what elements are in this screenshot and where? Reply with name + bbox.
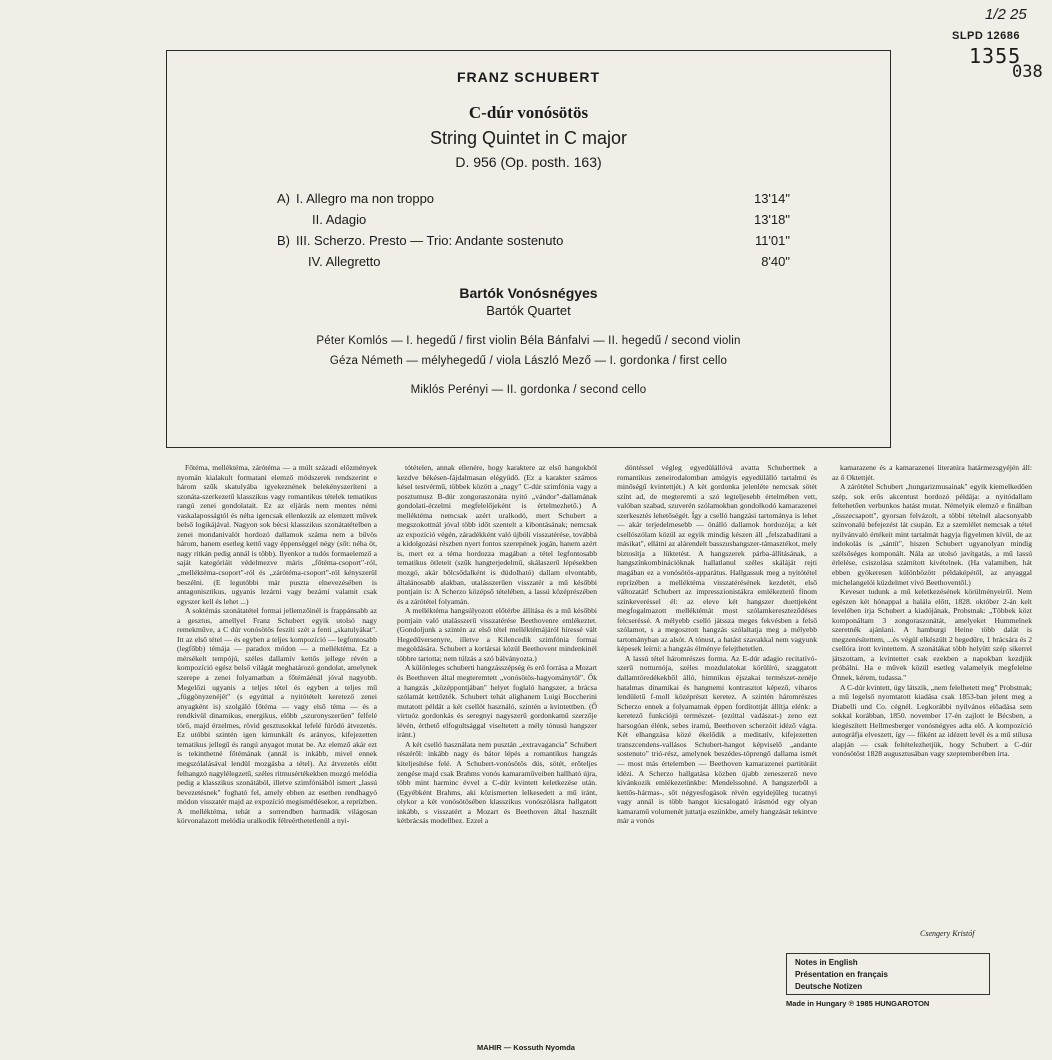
ensemble-name-english: Bartók Quartet [486,303,571,318]
handwritten-note: 1/2 25 [985,6,1027,23]
liner-column-2 [397,463,597,1033]
liner-paragraph: A melléktéma hangsúlyozott előtérbe állítása és a mű későbbi pontjain való utalásszerű visszatérése Beethovenre emlékeztet. (Gondoljunk a szintén az első tétel melléktémájáról híressé vált Hegedűversenyre, illetve a Kilencedik szimfónia formai megoldására. Schubert a kortársai közül Beethovent mindenkinél többre tartotta; nem túlzás a szó bálványozta.) [397,606,597,663]
track-side: B) [277,233,290,248]
liner-column-1 [177,463,377,1033]
liner-paragraph: döntéssel végleg egyedülállóvá avatta Schubertnek a romantikus zeneirodalomban amúgyis egyedülálló tartalmú és minőségű kvintettjét.) A két gordonka jelenléte nemcsak sötét színt ad, de megteremti a szó legteljesebb értelmében vett, valóban szabad, szuverén szólamokban gondolkodó kamarazenei szerkesztés lehetőségét. Így a cselló hangzási tartománya is lehet — akár terjedelmesebb — önálló dallamok hordozója; a két csellószólam közül az egyik mindig készen áll „felszabadítani a másikat", ellátni az alárendelt basszushangszer-támasztékot, mely biztosítja a lüktetést. A hangszerek párba-állításának, a hangszínkombinációknak hallatlanul széles skáláját rejti magában ez a vonósötös-apparátus. Hallgassuk meg a nyitótétel reprízében a melléktéma visszatérésének kezdetét, első változatát! Schubert az impresszionistákra emlékeztető finom színkeveréssel él: az eleve két hangszer duettjeként megfogalmazott melléktémát most szólamkereszteződéses felcseréssé. A mélyebb cselló játssza meges fekvésben a felső szólamot, s a megosztott hangzás szólaltatja meg a mélyebb tartományban az alsót. A tónust, a hatást szavakkal nem vagyunk képesek leírni: a hangzás élménye felejthetetlen. [617,463,817,654]
liner-paragraph: A zárótétel Schubert „hungarizmusainak" egyik kiemelkedően szép, sok erős akcentust hordozó példája: a nyitódallam feltehetően verbunkos hatást mutat. Némelyik elemző e finálban „összecsapott", gyorsan felvázolt, a többi tételnél alacsonyabb színvonalú befejezést lát csupán. Ez a szemlélet nemcsak a tétel nyilvánvaló értékeit mint tartalmát hagyja figyelmen kívül, de az indokolás is „sántít", hiszen Schubert ugyanolyan mindig szélsőséges komponált. Nála az utolsó javítgatás, a mű lassú érlelése, csiszolása számított kivételnek. (Ha valamiben, hát ebben gyökeresen különbözött példaképétől, az anyaggal michelangelói küzdelmet vívó Beethoventől.) [832,482,1032,587]
liner-column-3 [617,463,817,1033]
track-row [270,212,790,233]
language-notes-box [786,953,990,995]
liner-paragraph: Keveset tudunk a mű keletkezésének körülményeiről. Nem egészen két hónappal a halála előtt, 1828. október 2-án kelt levelében írja Schubert a kiadójának, Probstnak: „Többek közt komponáltam 3 zongoraszonátát, amelyeket Hummelnek szeretnék ajánlani. A hamburgi Heine több dalát is megzenésítettem, ...és végül elkészült 2 hegedűre, 1 brácsára és 2 csellóra írott kvintettem. A szonátákat több helyütt szép sikerrel játszottam, a kvintettet csak ezekben a napokban kezdjük próbálni. Ha e művek közül esetleg valamelyik megfelelne Önnek, kérem, tudassa." [832,587,1032,683]
performer-line: Péter Komlós — I. hegedű / first violin Béla Bánfalvi — II. hegedű / second violin [316,335,741,347]
deutsch-catalog-number: D. 956 (Op. posth. 163) [455,154,602,170]
track-row [270,233,790,254]
track-title: II. Adagio [312,212,367,227]
liner-paragraph: Főtéma, melléktéma, zárótéma — a múlt századi előzmények nyomán kialakult formatani elemző módszerek rendszerint e három szűk skatulyába igyekeznének belekényszeríteni a szonáta-szerkezetű klasszikus vagy romantikus tételek tematikus rangú zenei gondolatait. Ez az eljárás nem mentes némi vaskalaposságtól és néha igencsak ellenkezik az elemzett művek belső logikájával. Nagyon sok bécsi klasszikus szonátatételben a zenei mondanivalót hordozó dallamok száma nem a bűvös három, hanem esetleg kettő vagy éppenséggel négy (sőt: néha öt, nagy ritkán pedig annál is több). Ilyenkor a tudós formaelemző a saját kategóriáit védelmezve máris „főtéma-csoport"-ról, „melléktéma-csoport"-ról és „zárótéma-csoport"-ról kényszerül beszélni. (E legutóbbi már puszta elnevezésében is antagonisztikus, ugyanis lezárni vagy bezárni valamit csak egyszer kell és lehet ...) [177,463,377,606]
track-row [270,191,790,212]
liner-author: Csengery Kristóf [920,929,975,938]
liner-paragraph: A két cselló használata nem pusztán „extravagancia" Schubert részéről: inkább nagy és bátor lépés a romantikus hangzás kiteljesítése felé. A Schubert-vonósötös dús, sötét, erőteljes zengése majd csak Brahms vonós kamaraműveiben hallható újra, több mint harminc évvel a C-dúr kvintett keletkezése után. (Egyébként Brahms, aki közismerten lelkesedett a mű iránt, olykor a két vonósötösében klasszikus vonószólásra hallgatott inkább, s visszatért a Mozart és Beethoven által használt kétbrácsás modellhez. Ezzel a [397,739,597,826]
track-duration: 8'40" [761,254,790,269]
liner-column-4 [832,463,1032,923]
track-row [270,254,790,275]
track-side: A) [277,191,290,206]
track-title: IV. Allegretto [308,254,381,269]
composer-name: FRANZ SCHUBERT [456,69,601,85]
stamp-number: 1355 [969,44,1022,68]
track-duration: 13'18" [753,212,790,227]
liner-paragraph: A lassú tétel háromrészes forma. Az E-dúr adagio recitatívó-szerű notturnója, széles mozdulatokat körülíró, szaggatott dallamtöredékekből álló, himnikus éjszakai természet-zenéje hatalmas dinamikai és hangnemi kontrasztot képező, viharos lendületű f-moll középrészt keretez. A szintén háromrészes Scherzo ennek a folyamatnak éppen fordítottját állítja elénk: a keretező funkciójú természet- (ezúttal vadászat-) zeno ezt harsogóan élénk, sebes iramú, Beethoven scherzóit idéző vágta. Két elhangzása közé ékelődik a meditatív, kifejezetten transzcendens-vallásos Schubert-hangot képviselő „andante sostenuto" trió-rész, amelynek beszédes-töprengő dallama ismét — most más értelemben — Beethoven kamarazenei partitúráit idézi. A Scherzo hallgatása közben újabb zeneszerző neve kívánkozik emlékezetünkbe: Mendelssohné. A hangszerből a kettős-hármas-, sőt négyesfogások révén egyidejűleg tucatnyi vagy annál is több hangot kicsalogató írásmód egy olyan kamaramű volumenét juttatja eszünkbe, amely hangzását tekintve már a vonós [617,653,817,826]
catalog-number: SLPD 12686 [952,30,1020,42]
performer-line: Miklós Perényi — II. gordonka / second cello [410,384,647,396]
track-title: I. Allegro ma non troppo [296,191,435,206]
track-list [270,191,790,275]
liner-notes [177,463,1032,1038]
liner-paragraph: tótételen, annak ellenére, hogy karaktere az első hangokból kezdve békésen-fájdalmasan elégyüdő. (Ez a karakter számos késel testvérmű, többek között a „nagy" C-dúr szimfónia vagy a posztumusz B-dúr zongoraszonáta nyitó „vándor"-dallamának gondolati-érzelmi megfelelőjeként is értelmezhető.) A melléktéma nemcsak azért uralkodó, mert Schubert a megszokottnál jóval több időt szentelt a kibontásának; nemcsak az expozíció végén, záradékként való újbóli visszatérése, továbbá a kidolgozási részben nyert fontos szerepének jogán, hanem azért is, mert ez a téma hordozza magában a tétel legfontosabb tematikus ötleteit (szűk hangterjedelmű, skálaszerű lépésekben mozgó, akár bölcsődalként is dúdolható) dallam elvontabb, általánosabb alakban, utalásszerűen visszatér a mű későbbi pontjain is: A Scherzo középső tételében, a lassú középrészében és a zárótétel folyamán. [397,463,597,606]
made-in-line: Made in Hungary ℗ 1985 HUNGAROTON [786,999,930,1008]
liner-paragraph: A soktémás szonátatétel formai jellemzőinél is frappánsabb az a gesztus, amellyel Franz Schubert egyik utolsó nagy remekműve, a C dúr vonósötös feszíti szét a fenti „skatulyákat". Itt az első tétel — és egyben a teljes kompozíció — legfontosabb (legfőbb) témája — paradox módon — a melléktéma. Ez a mérsékelt tempójú, széles dallamív kettős jellege révén a kompozíció egész belső világát meghatározó gondolat, amelynek szerepe a zenei folyamatban a főtémáénál jóval nagyobb. Megelőzi ugyanis a teljes tétel és egyben a teljes mű „függönyzenéjét" (s egyúttal a nyitótételt keretező zenei anyagként is) szolgáló főtéma — vagy első téma — és a rendkívül dinamikus, energikus, előbb „szuronyszerűen" felfelé törő, majd érzelmes, rövid gesztusokkal lefelé fúródó átvezetés. Ez utóbbi szintén igen kimunkált és arányos, kifejezetten tematikus jellegű és rangú anyagot mutat be. Az elemző akár ezt is tekinthetné főtémának (annál is inkább, mivel ennek megszólalásával lendül mozgásba a tétel). Az átvezetés előtt felhangzó nagylélegzetű, széles ritmusértékekben mozgó melódia pedig a klasszikus szonátából, illetve szimfóniából ismert „lassú bevezetésnek" fogható fel, amely ebben az esetben rendhagyó módon visszatér majd az expozíció megismétlésekor, a reprízben. A melléktéma, tehát a sorrendben harmadik világosan körvonalazott melódia uralkodik félreérthetetlenül a nyi- [177,606,377,826]
stamp-sub-number: 038 [1012,62,1043,82]
work-title-hungarian: C-dúr vonósötös [468,103,589,122]
printer-line: MAHIR — Kossuth Nyomda [477,1043,575,1052]
track-title: III. Scherzo. Presto — Trio: Andante sostenuto [296,233,564,248]
track-duration: 11'01" [754,233,790,248]
liner-paragraph: kamarazene és a kamarazenei literatúra határmezsgyéjén áll: az ő Oktettjét. [832,463,1032,482]
work-title-english: String Quintet in C major [429,128,628,148]
notes-french: Présentation en français [795,970,888,979]
liner-paragraph: A különleges schuberti hangzásszépség és erő forrása a Mozart és Beethoven által megteremtett „vonósötös-hagyománytól". Ők a hangzás „középpontjában" helyet foglaló hangszer, a brácsa szólamát kettőzték. Schubert tehát alighanem Luigi Boccherini mutatott példát a két csellót használó, szintén a kvintettben. (Ő virtuóz gordonkás és seregnyi nagyszerű gordonkamű szerzője lévén, érthető elfogultsággal viseltetett a mély tónusú hangszer iránt.) [397,663,597,740]
track-duration: 13'14" [753,191,790,206]
ensemble-name: Bartók Vonósnégyes [459,285,598,301]
liner-paragraph: A C-dúr kvintett, úgy látszik, „nem felelhetett meg" Probstnak; a mű legelső nyomtatott kiadása csak 1853-ban jelent meg a Diabelli und Co. cégnél. Legkorábbi nyilvános előadása sem sokkal korábban, 1850. november 17-én zajlott le Bécsben, a kiegészített Hellmesberger vonósnégyes adta elő. A kompozíció autográfja elveszett, így — főként az idézett levél és a mű stílusa alapján — csak feltételezhetjük, hogy Schubert a C-dúr vonósötöst 1828 augusztusában vagy szeptemberében írta. [832,682,1032,759]
performer-line: Géza Németh — mélyhegedű / viola László Mező — I. gordonka / first cello [329,355,728,367]
notes-english: Notes in English [795,958,858,967]
program-box [166,50,891,448]
notes-german: Deutsche Notizen [795,982,863,991]
